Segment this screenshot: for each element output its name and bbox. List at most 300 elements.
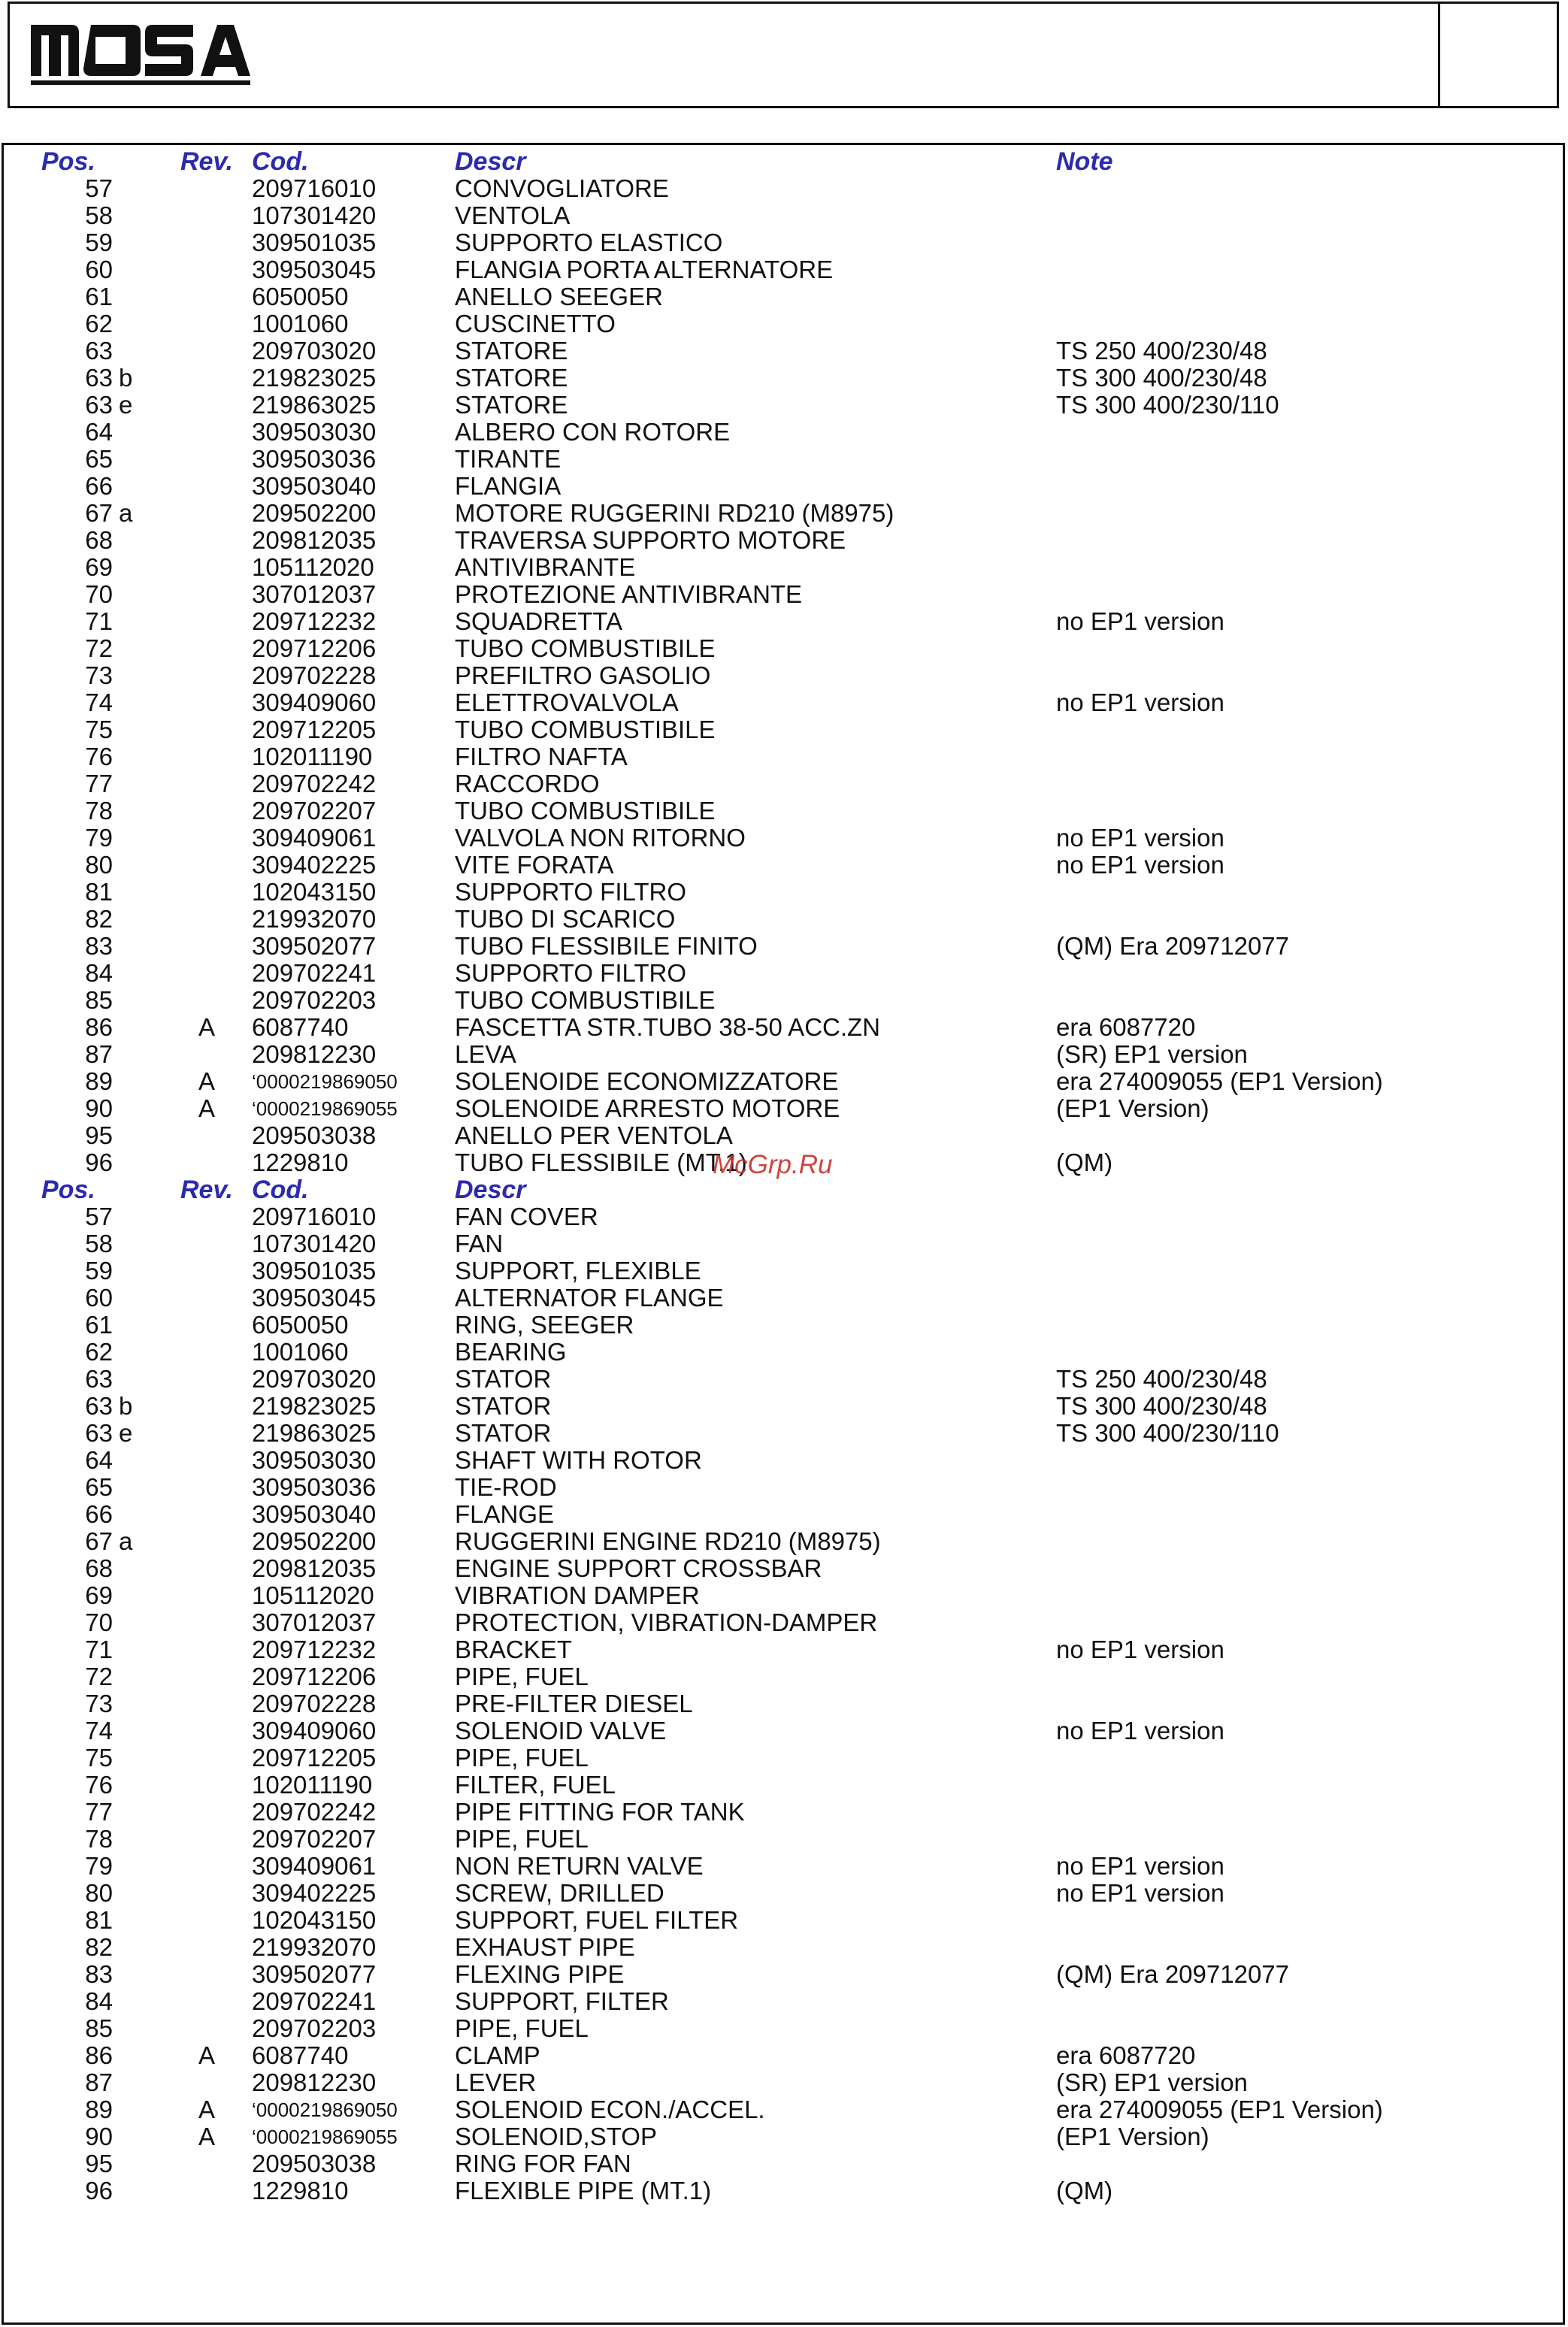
pos-number: 67 [85, 1527, 113, 1555]
pos-cell [41, 770, 124, 797]
code-cell: 209712205 [252, 716, 377, 743]
code-cell: 102043150 [252, 1906, 377, 1934]
pos-cell [41, 1014, 124, 1041]
pos-cell [41, 2069, 124, 2096]
table-row [4, 1853, 1563, 1880]
pos-number: 57 [85, 1203, 113, 1230]
note-cell: (SR) EP1 version [1056, 2068, 1248, 2096]
pos-number: 76 [85, 743, 113, 770]
table-row [4, 1285, 1563, 1312]
table-row [4, 337, 1563, 365]
description-cell: ELETTROVALVOLA [455, 688, 679, 716]
pos-number: 63 [85, 337, 113, 365]
description-cell: SHAFT WITH ROTOR [455, 1446, 702, 1474]
header-pos: Pos. [41, 147, 95, 176]
table-row [4, 1880, 1563, 1907]
code-cell: 209702203 [252, 2014, 377, 2042]
description-cell: STATORE [455, 364, 568, 392]
code-cell: 309503030 [252, 1446, 377, 1474]
table-row [4, 392, 1563, 419]
description-cell: FAN [455, 1230, 504, 1257]
table-row [4, 1393, 1563, 1420]
table-row [4, 1528, 1563, 1555]
pos-number: 68 [85, 1554, 113, 1582]
note-cell: no EP1 version [1056, 1636, 1224, 1663]
table-row [4, 987, 1563, 1014]
code-cell: 209702241 [252, 959, 377, 987]
note-cell: (SR) EP1 version [1056, 1040, 1248, 1068]
description-cell: ALTERNATOR FLANGE [455, 1284, 724, 1312]
table-row [4, 1420, 1563, 1447]
code-cell: 209812230 [252, 1040, 377, 1068]
header-note: Note [1056, 147, 1113, 176]
code-cell: 102011190 [252, 743, 373, 770]
pos-cell [41, 337, 124, 365]
pos-cell [41, 202, 124, 229]
description-cell: TUBO COMBUSTIBILE [455, 986, 716, 1014]
description-cell: SOLENOID VALVE [455, 1717, 667, 1744]
pos-number: 74 [85, 1717, 113, 1744]
code-cell: 209702228 [252, 1690, 377, 1717]
pos-number: 95 [85, 1121, 113, 1149]
table-row [4, 2123, 1563, 2150]
table-row [4, 1203, 1563, 1230]
pos-suffix: e [119, 1419, 133, 1447]
code-cell: 219932070 [252, 1933, 377, 1961]
table-row [4, 635, 1563, 662]
italian-column-header [4, 148, 1563, 175]
pos-number: 66 [85, 1500, 113, 1528]
pos-cell [41, 1203, 124, 1230]
description-cell: RING, SEEGER [455, 1311, 634, 1339]
pos-cell [41, 283, 124, 310]
code-cell: 307012037 [252, 1608, 377, 1636]
table-row [4, 770, 1563, 797]
pos-cell [41, 446, 124, 473]
code-cell: 105112020 [252, 553, 374, 581]
table-row [4, 1257, 1563, 1285]
code-cell: 309502077 [252, 1960, 377, 1988]
pos-number: 86 [85, 1013, 113, 1041]
code-cell: 309402225 [252, 851, 377, 879]
table-row [4, 1312, 1563, 1339]
description-cell: TIE-ROD [455, 1473, 557, 1501]
pos-number: 65 [85, 1473, 113, 1501]
note-cell: TS 250 400/230/48 [1056, 337, 1267, 365]
code-cell: 1229810 [252, 2177, 349, 2204]
note-cell: no EP1 version [1056, 1852, 1224, 1880]
pos-number: 71 [85, 1636, 113, 1663]
description-cell: STATOR [455, 1419, 552, 1447]
pos-number: 63 [85, 391, 113, 419]
pos-number: 60 [85, 256, 113, 283]
table-row [4, 2042, 1563, 2069]
description-cell: FASCETTA STR.TUBO 38-50 ACC.ZN [455, 1013, 881, 1041]
pos-cell [41, 1068, 124, 1095]
description-cell: CUSCINETTO [455, 310, 616, 337]
header-cod: Cod. [252, 1176, 309, 1204]
rev-cell: A [198, 2096, 215, 2123]
note-cell: no EP1 version [1056, 851, 1224, 879]
description-cell: ENGINE SUPPORT CROSSBAR [455, 1554, 822, 1582]
code-cell: 309409060 [252, 1717, 377, 1744]
pos-cell [41, 1257, 124, 1285]
table-row [4, 2096, 1563, 2123]
pos-number: 63 [85, 1392, 113, 1420]
pos-cell [41, 2177, 124, 2204]
pos-cell [41, 2015, 124, 2042]
code-cell: 309503040 [252, 1500, 377, 1528]
pos-number: 70 [85, 1608, 113, 1636]
pos-cell [41, 1853, 124, 1880]
pos-number: 61 [85, 283, 113, 310]
code-cell: 209702207 [252, 797, 377, 825]
pos-cell [41, 1419, 133, 1447]
pos-cell [41, 1961, 124, 1988]
description-cell: SUPPORT, FILTER [455, 1987, 669, 2015]
pos-cell [41, 1230, 124, 1257]
pos-number: 79 [85, 824, 113, 852]
code-cell: 219863025 [252, 1419, 377, 1447]
description-cell: SUPPORTO FILTRO [455, 959, 687, 987]
table-row [4, 825, 1563, 852]
pos-number: 72 [85, 634, 113, 662]
description-cell: EXHAUST PIPE [455, 1933, 635, 1961]
pos-number: 89 [85, 2096, 113, 2123]
description-cell: TUBO DI SCARICO [455, 905, 676, 933]
pos-number: 90 [85, 2123, 113, 2150]
code-cell: 209502200 [252, 1527, 377, 1555]
pos-cell [41, 1527, 133, 1555]
rev-cell: A [198, 2041, 215, 2069]
pos-number: 64 [85, 418, 113, 446]
pos-number: 95 [85, 2150, 113, 2177]
table-row [4, 1095, 1563, 1122]
pos-cell [41, 473, 124, 500]
code-cell: 209702242 [252, 770, 377, 797]
table-row [4, 473, 1563, 500]
table-row [4, 1501, 1563, 1528]
code-cell: ‘0000219869050 [252, 1070, 398, 1093]
pos-number: 85 [85, 986, 113, 1014]
table-row [4, 960, 1563, 987]
code-cell: 309502077 [252, 932, 377, 960]
description-cell: TUBO COMBUSTIBILE [455, 634, 716, 662]
table-row [4, 743, 1563, 770]
pos-number: 77 [85, 1798, 113, 1826]
note-cell: no EP1 version [1056, 1717, 1224, 1744]
pos-number: 85 [85, 2014, 113, 2042]
pos-cell [41, 1312, 124, 1339]
pos-number: 67 [85, 499, 113, 527]
table-row [4, 581, 1563, 608]
description-cell: PROTEZIONE ANTIVIBRANTE [455, 580, 803, 608]
description-cell: SOLENOID,STOP [455, 2123, 657, 2150]
description-cell: SUPPORT, FUEL FILTER [455, 1906, 739, 1934]
pos-cell [41, 1122, 124, 1149]
pos-number: 58 [85, 1230, 113, 1257]
pos-cell [41, 1095, 124, 1122]
pos-cell [41, 310, 124, 337]
code-cell: 309409061 [252, 1852, 377, 1880]
pos-number: 81 [85, 878, 113, 906]
table-row [4, 1230, 1563, 1257]
pos-number: 66 [85, 472, 113, 500]
code-cell: 6050050 [252, 283, 349, 310]
description-cell: TUBO FLESSIBILE FINITO [455, 932, 758, 960]
code-cell: 209812035 [252, 526, 377, 554]
pos-number: 89 [85, 1067, 113, 1095]
note-cell: TS 300 400/230/48 [1056, 364, 1267, 392]
code-cell: 209712232 [252, 1636, 377, 1663]
description-cell: RACCORDO [455, 770, 600, 797]
pos-number: 60 [85, 1284, 113, 1312]
pos-cell [41, 2042, 124, 2069]
pos-number: 96 [85, 2177, 113, 2204]
table-row [4, 1799, 1563, 1826]
pos-number: 84 [85, 959, 113, 987]
pos-cell [41, 499, 133, 527]
code-cell: 1001060 [252, 1338, 349, 1366]
code-cell: 209712206 [252, 1663, 377, 1690]
pos-cell [41, 743, 124, 770]
pos-number: 75 [85, 716, 113, 743]
code-cell: 219823025 [252, 1392, 377, 1420]
pos-number: 79 [85, 1852, 113, 1880]
code-cell: 209812035 [252, 1554, 377, 1582]
code-cell: 219932070 [252, 905, 377, 933]
code-cell: 209703020 [252, 337, 377, 365]
pos-cell [41, 1447, 124, 1474]
pos-number: 59 [85, 228, 113, 256]
pos-number: 62 [85, 1338, 113, 1366]
table-row [4, 1988, 1563, 2015]
pos-cell [41, 1609, 124, 1636]
pos-cell [41, 581, 124, 608]
pos-cell [41, 797, 124, 825]
pos-cell [41, 1690, 124, 1717]
note-cell: no EP1 version [1056, 1879, 1224, 1907]
code-cell: 219823025 [252, 364, 377, 392]
description-cell: ANELLO SEEGER [455, 283, 663, 310]
note-cell: (QM) Era 209712077 [1056, 932, 1290, 960]
code-cell: 102043150 [252, 878, 377, 906]
pos-cell [41, 1907, 124, 1934]
code-cell: 209812230 [252, 2068, 377, 2096]
rev-cell: A [198, 1067, 215, 1095]
description-cell: FAN COVER [455, 1203, 598, 1230]
rev-cell: A [198, 2123, 215, 2150]
table-row [4, 202, 1563, 229]
description-cell: PIPE, FUEL [455, 2014, 589, 2042]
table-row [4, 1447, 1563, 1474]
pos-cell [41, 1880, 124, 1907]
pos-cell [41, 608, 124, 635]
table-row [4, 1690, 1563, 1717]
description-cell: ANTIVIBRANTE [455, 553, 636, 581]
table-row [4, 1366, 1563, 1393]
description-cell: FLANGIA PORTA ALTERNATORE [455, 256, 834, 283]
pos-number: 78 [85, 797, 113, 825]
code-cell: 209702241 [252, 1987, 377, 2015]
code-cell: 209702242 [252, 1798, 377, 1826]
code-cell: 209702207 [252, 1825, 377, 1853]
code-cell: 309409061 [252, 824, 377, 852]
pos-suffix: a [119, 499, 133, 527]
pos-number: 86 [85, 2041, 113, 2069]
pos-cell [41, 2096, 124, 2123]
table-row [4, 2015, 1563, 2042]
table-row [4, 446, 1563, 473]
pos-number: 82 [85, 905, 113, 933]
description-cell: PIPE, FUEL [455, 1744, 589, 1772]
code-cell: 309503036 [252, 1473, 377, 1501]
code-cell: 309503045 [252, 256, 377, 283]
note-cell: TS 300 400/230/48 [1056, 1392, 1267, 1420]
pos-cell [41, 1826, 124, 1853]
description-cell: VIBRATION DAMPER [455, 1581, 700, 1609]
description-cell: SQUADRETTA [455, 607, 623, 635]
description-cell: RING FOR FAN [455, 2150, 631, 2177]
table-row [4, 906, 1563, 933]
pos-cell [41, 527, 124, 554]
table-row [4, 852, 1563, 879]
description-cell: PROTECTION, VIBRATION-DAMPER [455, 1608, 878, 1636]
table-row [4, 554, 1563, 581]
pos-suffix: e [119, 391, 133, 419]
code-cell: 209712232 [252, 607, 377, 635]
table-row [4, 797, 1563, 825]
pos-cell [41, 175, 124, 202]
note-cell: (EP1 Version) [1056, 1094, 1209, 1122]
pos-number: 87 [85, 2068, 113, 2096]
pos-number: 69 [85, 1581, 113, 1609]
pos-suffix: b [119, 1392, 133, 1420]
table-row [4, 1961, 1563, 1988]
table-row [4, 283, 1563, 310]
table-row [4, 1663, 1563, 1690]
pos-number: 87 [85, 1040, 113, 1068]
description-cell: VENTOLA [455, 201, 571, 229]
pos-number: 62 [85, 310, 113, 337]
description-cell: RUGGERINI ENGINE RD210 (M8975) [455, 1527, 881, 1555]
watermark: McGrp.Ru [713, 1150, 833, 1179]
description-cell: LEVER [455, 2068, 537, 2096]
description-cell: SCREW, DRILLED [455, 1879, 664, 1907]
table-row [4, 310, 1563, 337]
pos-cell [41, 716, 124, 743]
code-cell: 6087740 [252, 1013, 349, 1041]
note-cell: era 274009055 (EP1 Version) [1056, 2096, 1383, 2123]
table-row [4, 1041, 1563, 1068]
pos-cell [41, 1366, 124, 1393]
pos-cell [41, 1582, 124, 1609]
pos-number: 70 [85, 580, 113, 608]
note-cell: no EP1 version [1056, 607, 1224, 635]
note-cell: (EP1 Version) [1056, 2123, 1209, 2150]
note-cell: TS 300 400/230/110 [1056, 1419, 1279, 1447]
table-row [4, 662, 1563, 689]
pos-number: 82 [85, 1933, 113, 1961]
pos-cell [41, 1663, 124, 1690]
table-row [4, 175, 1563, 202]
note-cell: (QM) Era 209712077 [1056, 1960, 1290, 1988]
pos-number: 77 [85, 770, 113, 797]
description-cell: VITE FORATA [455, 851, 614, 879]
table-row [4, 2069, 1563, 2096]
description-cell: FLEXIBLE PIPE (MT.1) [455, 2177, 712, 2204]
pos-cell [41, 1501, 124, 1528]
table-row [4, 2177, 1563, 2204]
note-cell: (QM) [1056, 2177, 1113, 2204]
description-cell: STATORE [455, 391, 568, 419]
pos-cell [41, 2123, 124, 2150]
note-cell: (QM) [1056, 1148, 1113, 1176]
description-cell: SOLENOID ECON./ACCEL. [455, 2096, 765, 2123]
pos-number: 90 [85, 1094, 113, 1122]
pos-cell [41, 879, 124, 906]
code-cell: ‘0000219869050 [252, 2099, 398, 2121]
code-cell: 309501035 [252, 228, 377, 256]
note-cell: era 6087720 [1056, 1013, 1196, 1041]
pos-number: 63 [85, 1365, 113, 1393]
table-row [4, 1744, 1563, 1772]
table-row [4, 1014, 1563, 1041]
pos-number: 73 [85, 1690, 113, 1717]
pos-suffix: b [119, 364, 133, 392]
table-row [4, 1907, 1563, 1934]
code-cell: 219863025 [252, 391, 377, 419]
pos-number: 73 [85, 661, 113, 689]
code-cell: 309402225 [252, 1879, 377, 1907]
pos-cell [41, 933, 124, 960]
pos-cell [41, 1041, 124, 1068]
description-cell: TUBO COMBUSTIBILE [455, 716, 716, 743]
table-row [4, 365, 1563, 392]
table-row [4, 1636, 1563, 1663]
code-cell: 107301420 [252, 1230, 377, 1257]
table-row [4, 1772, 1563, 1799]
description-cell: STATOR [455, 1392, 552, 1420]
pos-number: 84 [85, 1987, 113, 2015]
pos-cell [41, 1772, 124, 1799]
parts-list-panel [2, 143, 1565, 2325]
code-cell: 1001060 [252, 310, 349, 337]
description-cell: SUPPORTO FILTRO [455, 878, 687, 906]
code-cell: 102011190 [252, 1771, 373, 1799]
pos-cell [41, 1285, 124, 1312]
pos-cell [41, 1555, 124, 1582]
header-cod: Cod. [252, 147, 309, 176]
header-pos: Pos. [41, 1176, 95, 1204]
pos-cell [41, 689, 124, 716]
table-row [4, 1068, 1563, 1095]
table-row [4, 689, 1563, 716]
pos-cell [41, 1988, 124, 2015]
description-cell: SUPPORTO ELASTICO [455, 228, 723, 256]
pos-number: 75 [85, 1744, 113, 1772]
note-cell: no EP1 version [1056, 688, 1224, 716]
description-cell: MOTORE RUGGERINI RD210 (M8975) [455, 499, 894, 527]
description-cell: TUBO FLESSIBILE (MT.1) [455, 1148, 747, 1176]
code-cell: 1229810 [252, 1148, 349, 1176]
pos-number: 81 [85, 1906, 113, 1934]
rev-cell: A [198, 1013, 215, 1041]
note-cell: era 6087720 [1056, 2041, 1196, 2069]
pos-number: 80 [85, 1879, 113, 1907]
mosa-logo [26, 17, 252, 86]
code-cell: 309503036 [252, 445, 377, 473]
